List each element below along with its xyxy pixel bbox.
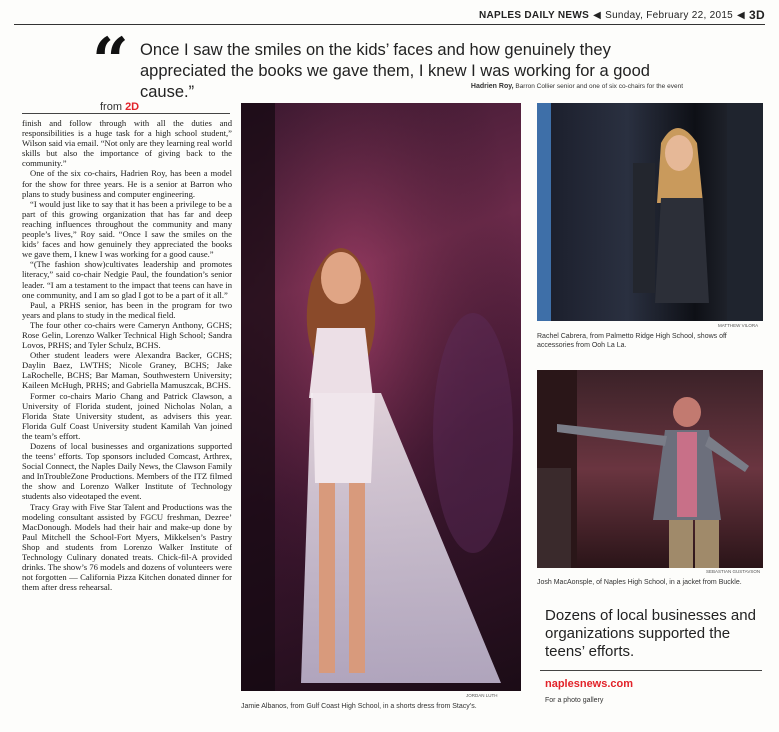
separator-arrow-icon: ◀ — [593, 9, 602, 21]
page-marker-arrow-icon: ◀ — [737, 9, 746, 21]
caption-main: Jamie Albanos, from Gulf Coast High School, in a shorts dress from Stacy’s. — [241, 703, 477, 710]
photo-gallery-note: For a photo gallery — [545, 697, 604, 704]
photo-main-runway — [241, 103, 521, 691]
photo-stage-jacket — [537, 370, 763, 568]
photo-credit-main: JORDAN LUTH — [466, 693, 498, 698]
page-number: 3D — [749, 8, 765, 22]
quote-mark-icon: “ — [92, 24, 129, 99]
article-paragraph: Former co-chairs Mario Chang and Patrick Clawson, a University of Florida student, joined Nicholas Nolan, a Florida State University student, as advisers this year. Florida Gulf Coast University student Kamilah Van joined the team’s effort. — [22, 390, 232, 441]
pull-quote-text: Once I saw the smiles on the kids’ faces and how genuinely they appreciated the books we gave them, I knew I was working for a good cause.” — [140, 41, 650, 101]
attribution-role: Barron Collier senior and one of six co-chairs for the event — [515, 83, 683, 90]
runway-photo-illustration — [241, 103, 521, 691]
article-paragraph: One of the six co-chairs, Hadrien Roy, has been a model for the show for three years. He is a senior at Barron who plans to study business and computer engineering. — [22, 168, 232, 199]
continued-from-label — [100, 101, 139, 113]
website-link[interactable]: naplesnews.com — [545, 678, 634, 690]
photo-credit-bottom: SEBASTIAN GUSTAVSON — [706, 569, 761, 574]
continued-from-text: from — [100, 101, 122, 113]
article-body — [22, 118, 232, 716]
article-paragraph: “(The fashion show)cultivates leadership and promotes literacy,” said co-chair Nedgie Paul, the foundation’s senior leader. “I am a testament to the impact that teens can have in one community, and I am so glad I got to be a part of it all.” — [22, 259, 232, 300]
article-paragraph: Other student leaders were Alexandra Backer, GCHS; Daylin Baez, LWTHS; Nicole Graney, BCHS; Jake LaRochelle, BCHS; Bar Maman, Southwestern University; Kaileen McHugh, PRHS; and Gabriella Mamuszcak, BCHS. — [22, 350, 232, 391]
continued-rule — [22, 113, 230, 114]
photo-credit-top: MATTHEW VILORA — [718, 323, 759, 328]
caption-top: Rachel Cabrera, from Palmetto Ridge High School, shows off accessories from Ooh La La. — [537, 333, 727, 349]
article-paragraph: finish and follow through with all the duties and responsibilities is a huge task for a high school student,” Wilson said via email. “Not only are they learning real world skills but also the importance of giving back to the community.” — [22, 118, 232, 169]
caption-bottom: Josh MacAonsple, of Naples High School, in a jacket from Buckle. — [537, 579, 742, 586]
continued-from-page: 2D — [125, 101, 140, 113]
newspaper-name: NAPLES DAILY NEWS — [478, 9, 590, 21]
stage-photo-illustration — [537, 370, 763, 568]
article-paragraph: Dozens of local businesses and organizations supported the teens’ efforts. Top sponsors included Comcast, Arthrex, Social Connect, the Naples Daily News, the Clawson Family and InTroubleZone Productions. Members of the ITZ filmed the show and Lorenzo Walker Institute of Technology students also videotaped the event. — [22, 441, 232, 502]
sidebar-blurb: Dozens of local businesses and organizations supported the teens’ efforts. — [545, 607, 756, 660]
photo-backstage — [537, 103, 763, 321]
masthead — [479, 8, 765, 22]
web-rule — [540, 670, 762, 671]
attribution-name: Hadrien Roy, — [470, 83, 514, 90]
backstage-photo-illustration — [537, 103, 763, 321]
article-paragraph: Paul, a PRHS senior, has been in the program for two years and plans to study in the medical field. — [22, 299, 232, 320]
article-paragraph: “I would just like to say that it has been a privilege to be a part of this growing organization that has far and deep reaching influences throughout the community and many people’s lives,” Roy said. “Once I saw the smiles on the kids’ faces and how genuinely they appreciated the books we gave them, I knew I was working for a good cause.” — [22, 198, 232, 260]
article-paragraph: Tracy Gray with Five Star Talent and Productions was the modeling consultant assisted by FGCU freshman, Dezree’ MacDonough. Models had their hair and make-up done by Paul Mitchell the School-Fort Myers, Mikkelsen’s Pastry Shop and students from Lorenzo Walker Institute of Technology Culinary donated treats. Chick-fil-A provided drinks. The show’s 76 models and dozens of volunteers were not forgotten — California Pizza Kitchen donated dinner for them after dress rehearsal. — [22, 501, 232, 593]
pull-quote-attribution — [471, 83, 683, 90]
article-paragraph: The four other co-chairs were Cameryn Anthony, GCHS; Rose Gelin, Lorenzo Walker Technical High School; Sandra Lovos, PRHS; and Tyler Schulz, BCHS. — [22, 319, 232, 351]
issue-date: Sunday, February 22, 2015 — [605, 9, 734, 21]
